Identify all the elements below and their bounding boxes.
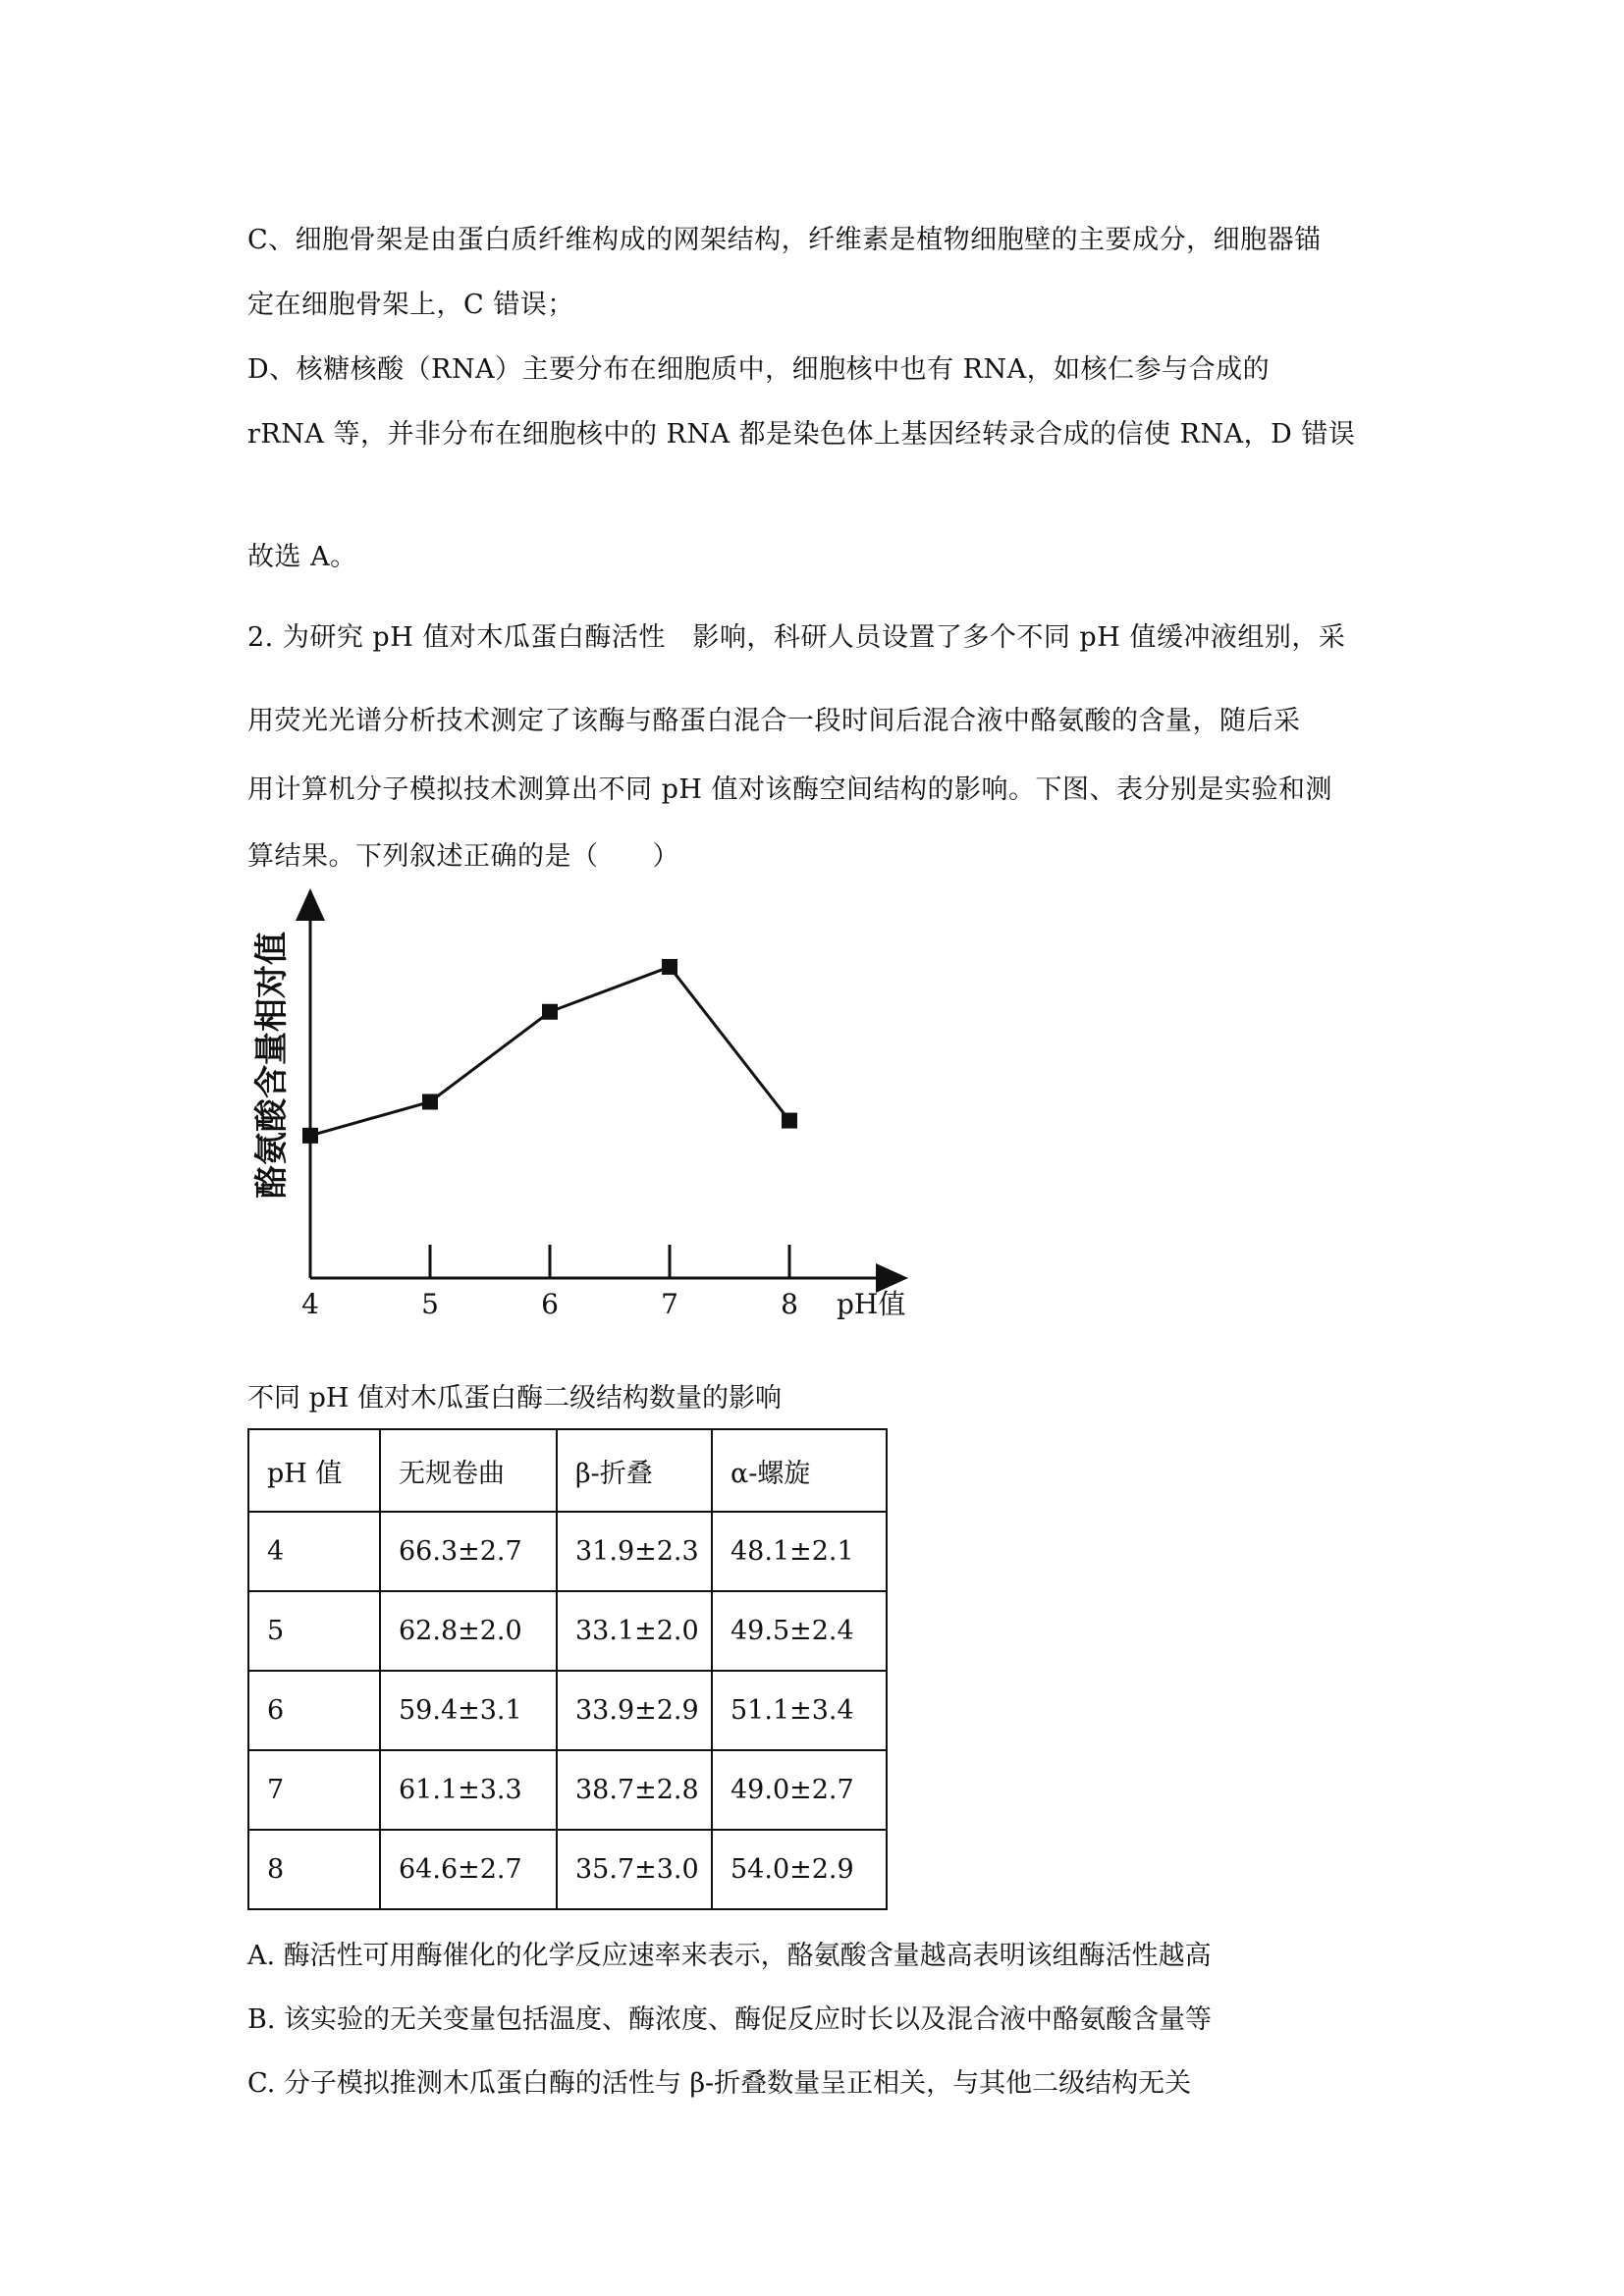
table-cell: 62.8±2.0 [380, 1591, 557, 1671]
table-cell: 33.1±2.0 [557, 1591, 712, 1671]
data-point [542, 1004, 558, 1020]
table-cell: 49.5±2.4 [712, 1591, 887, 1671]
question-line4: 算结果。下列叙述正确的是（ ） [247, 841, 679, 872]
table-cell: β-折叠 [557, 1429, 712, 1512]
table-cell: 38.7±2.8 [557, 1750, 712, 1830]
table-cell: 66.3±2.7 [380, 1512, 557, 1591]
table-cell: 64.6±2.7 [380, 1830, 557, 1909]
table-cell: 5 [248, 1591, 380, 1671]
data-point [782, 1113, 797, 1129]
x-axis-label: pH值 [837, 1288, 906, 1320]
answer-conclusion: 故选 A。 [247, 542, 357, 572]
table-cell: 49.0±2.7 [712, 1750, 887, 1830]
tyrosine-line-chart [236, 883, 923, 1325]
table-cell: 4 [248, 1512, 380, 1591]
question-line2: 用荧光光谱分析技术测定了该酶与酪蛋白混合一段时间后混合液中酪氨酸的含量，随后采 [247, 706, 1301, 736]
table-cell: 59.4±3.1 [380, 1671, 557, 1750]
table-cell: 6 [248, 1671, 380, 1750]
y-axis-label: 酪氨酸含量相对值 [252, 932, 292, 1199]
answer-c-line1: C、细胞骨架是由蛋白质纤维构成的网架结构，纤维素是植物细胞壁的主要成分，细胞器锚 [247, 225, 1322, 255]
answer-d-line1: D、核糖核酸（RNA）主要分布在细胞质中，细胞核中也有 RNA，如核仁参与合成的 [247, 354, 1271, 385]
series-line [310, 967, 789, 1136]
option-c[interactable]: C. 分子模拟推测木瓜蛋白酶的活性与 β-折叠数量呈正相关，与其他二级结构无关 [247, 2068, 1192, 2099]
x-tick-label: 8 [781, 1288, 798, 1320]
question-line3: 用计算机分子模拟技术测算出不同 pH 值对该酶空间结构的影响。下图、表分别是实验和测 [247, 774, 1332, 805]
x-tick-label: 7 [661, 1288, 678, 1320]
table-cell: 51.1±3.4 [712, 1671, 887, 1750]
table-cell: 35.7±3.0 [557, 1830, 712, 1909]
answer-c-line2: 定在细胞骨架上，C 错误； [247, 290, 574, 320]
table-cell: 48.1±2.1 [712, 1512, 887, 1591]
data-point [422, 1094, 438, 1109]
table-caption: 不同 pH 值对木瓜蛋白酶二级结构数量的影响 [247, 1383, 782, 1414]
table-cell: 61.1±3.3 [380, 1750, 557, 1830]
table-cell: 无规卷曲 [380, 1429, 557, 1512]
question-line1: 2. 为研究 pH 值对木瓜蛋白酶活性 影响，科研人员设置了多个不同 pH 值缓冲液组别，采 [247, 622, 1346, 653]
answer-d-line2: rRNA 等，并非分布在细胞核中的 RNA 都是染色体上基因经转录合成的信使 RNA，D 错误 [247, 419, 1356, 450]
table-cell: 8 [248, 1830, 380, 1909]
table-cell: 54.0±2.9 [712, 1830, 887, 1909]
table-cell: 7 [248, 1750, 380, 1830]
table-row [248, 1830, 887, 1909]
table-cell: 31.9±2.3 [557, 1512, 712, 1591]
secondary-structure-table [247, 1428, 888, 1910]
option-a[interactable]: A. 酶活性可用酶催化的化学反应速率来表示，酪氨酸含量越高表明该组酶活性越高 [247, 1941, 1212, 1971]
data-point [302, 1128, 318, 1144]
x-tick-label: 6 [541, 1288, 559, 1320]
table-row [248, 1591, 887, 1671]
x-tick-label: 5 [421, 1288, 439, 1320]
x-tick-label: 4 [301, 1288, 319, 1320]
table-cell: 33.9±2.9 [557, 1671, 712, 1750]
table-cell: α-螺旋 [712, 1429, 887, 1512]
table-row [248, 1512, 887, 1591]
data-point [662, 959, 677, 975]
table-row [248, 1750, 887, 1830]
table-cell: pH 值 [248, 1429, 380, 1512]
table-header-row [248, 1429, 887, 1512]
table-row [248, 1671, 887, 1750]
option-b[interactable]: B. 该实验的无关变量包括温度、酶浓度、酶促反应时长以及混合液中酪氨酸含量等 [247, 2004, 1213, 2035]
